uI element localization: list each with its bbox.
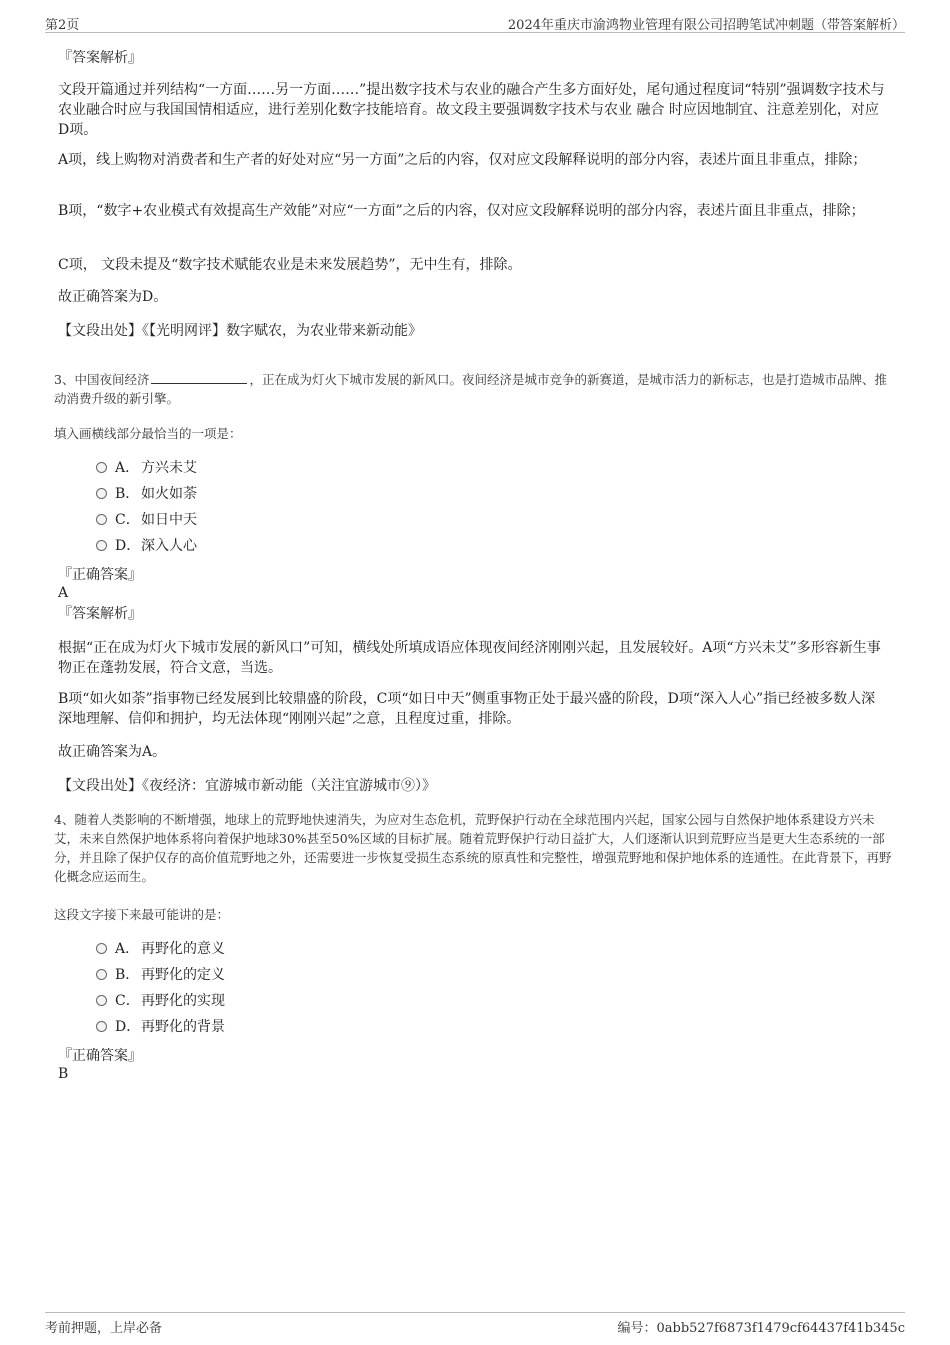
analysis-paragraph: A项，线上购物对消费者和生产者的好处对应“另一方面”之后的内容，仅对应文段解释说明的部分内容，表述片面且非重点，排除； — [58, 152, 867, 168]
analysis-paragraph: 根据“正在成为灯火下城市发展的新风口”可知，横线处所填成语应体现夜间经济刚刚兴起，且发展较好。A项“方兴未艾”多形容新生事物正在蓬勃发展，符合文意，当选。 — [58, 640, 881, 676]
option-a[interactable]: A． 方兴未艾 — [96, 458, 197, 478]
correct-answer-label: 『正确答案』 — [58, 567, 142, 583]
footer-slogan: 考前押题，上岸必备 — [45, 1321, 163, 1336]
correct-answer-statement: 故正确答案为A。 — [58, 744, 167, 760]
question-prompt: 填入画横线部分最恰当的一项是： — [54, 426, 242, 441]
document-title: 2024年重庆市渝鸿物业管理有限公司招聘笔试冲刺题（带答案解析） — [507, 18, 905, 33]
document-code: 编号：0abb527f6873f1479cf64437f41b345c — [617, 1321, 905, 1336]
correct-answer-value: B — [58, 1066, 69, 1082]
question-prompt: 这段文字接下来最可能讲的是： — [54, 907, 230, 922]
analysis-label: 『答案解析』 — [58, 50, 142, 66]
analysis-paragraph: 文段开篇通过并列结构“一方面……另一方面……”提出数字技术与农业的融合产生多方面好处，尾句通过程度词“特别”强调数字技术与农业融合时应与我国国情相适应，进行差别化数字技能培育。故文段主要强调数字技术与农业 融合 时应因地制宜、注意差别化，对应D项。 — [58, 82, 885, 138]
option-c[interactable]: C．再野化的实现 — [96, 991, 225, 1011]
page-footer — [45, 1312, 905, 1337]
radio-icon[interactable] — [96, 969, 107, 980]
correct-answer-value: A — [58, 585, 69, 601]
radio-icon[interactable] — [96, 995, 107, 1006]
analysis-paragraph: B项“如火如荼”指事物已经发展到比较鼎盛的阶段，C项“如日中天”侧重事物正处于最兴盛的阶段，D项“深入人心”指已经被多数人深深地理解、信仰和拥护，均无法体现“刚刚兴起”之意，且程度过重，排除。 — [58, 691, 876, 727]
question-3-text: 3、中国夜间经济 ，正在成为灯火下城市发展的新风口。夜间经济是城市竞争的新赛道，是城市活力的新标志，也是打造城市品牌、推动消费升级的新引擎。 — [54, 372, 887, 406]
option-b[interactable]: B． 再野化的定义 — [96, 965, 225, 985]
option-a[interactable]: A． 再野化的意义 — [96, 939, 225, 959]
question-4-text: 4、随着人类影响的不断增强，地球上的荒野地快速消失，为应对生态危机，荒野保护行动在全球范围内兴起，国家公园与自然保护地体系建设方兴未艾，未来自然保护地体系将向着保护地球30%甚至50%区域的目标扩展。随着荒野保护行动日益扩大，人们逐渐认识到荒野应当是更大生态系统的一部分，并且除了保护仅存的高价值荒野地之外，还需要进一步恢复受损生态系统的原真性和完整性，增强荒野地和保护地体系的连通性。在此背景下，再野化概念应运而生。 — [54, 812, 892, 884]
radio-icon[interactable] — [96, 462, 107, 473]
option-d[interactable]: D．再野化的背景 — [96, 1017, 225, 1037]
analysis-label: 『答案解析』 — [58, 606, 142, 622]
source-citation: 【文段出处】《【光明网评】数字赋农，为农业带来新动能》 — [58, 323, 422, 339]
fill-blank — [151, 371, 247, 384]
radio-icon[interactable] — [96, 943, 107, 954]
option-c[interactable]: C．如日中天 — [96, 510, 197, 530]
correct-answer-label: 『正确答案』 — [58, 1048, 142, 1064]
radio-icon[interactable] — [96, 488, 107, 499]
radio-icon[interactable] — [96, 540, 107, 551]
page-header — [45, 12, 905, 33]
analysis-paragraph: C项， 文段未提及“数字技术赋能农业是未来发展趋势”，无中生有，排除。 — [58, 257, 522, 273]
source-citation: 【文段出处】《夜经济：宜游城市新动能（关注宜游城市⑨）》 — [58, 778, 436, 794]
option-b[interactable]: B． 如火如荼 — [96, 484, 197, 504]
radio-icon[interactable] — [96, 514, 107, 525]
page-number: 第2页 — [45, 18, 80, 33]
correct-answer-statement: 故正确答案为D。 — [58, 289, 168, 305]
option-d[interactable]: D．深入人心 — [96, 536, 197, 556]
radio-icon[interactable] — [96, 1021, 107, 1032]
analysis-paragraph: B项，“数字+农业模式有效提高生产效能”对应“一方面”之后的内容，仅对应文段解释说明的部分内容，表述片面且非重点，排除； — [58, 203, 865, 219]
